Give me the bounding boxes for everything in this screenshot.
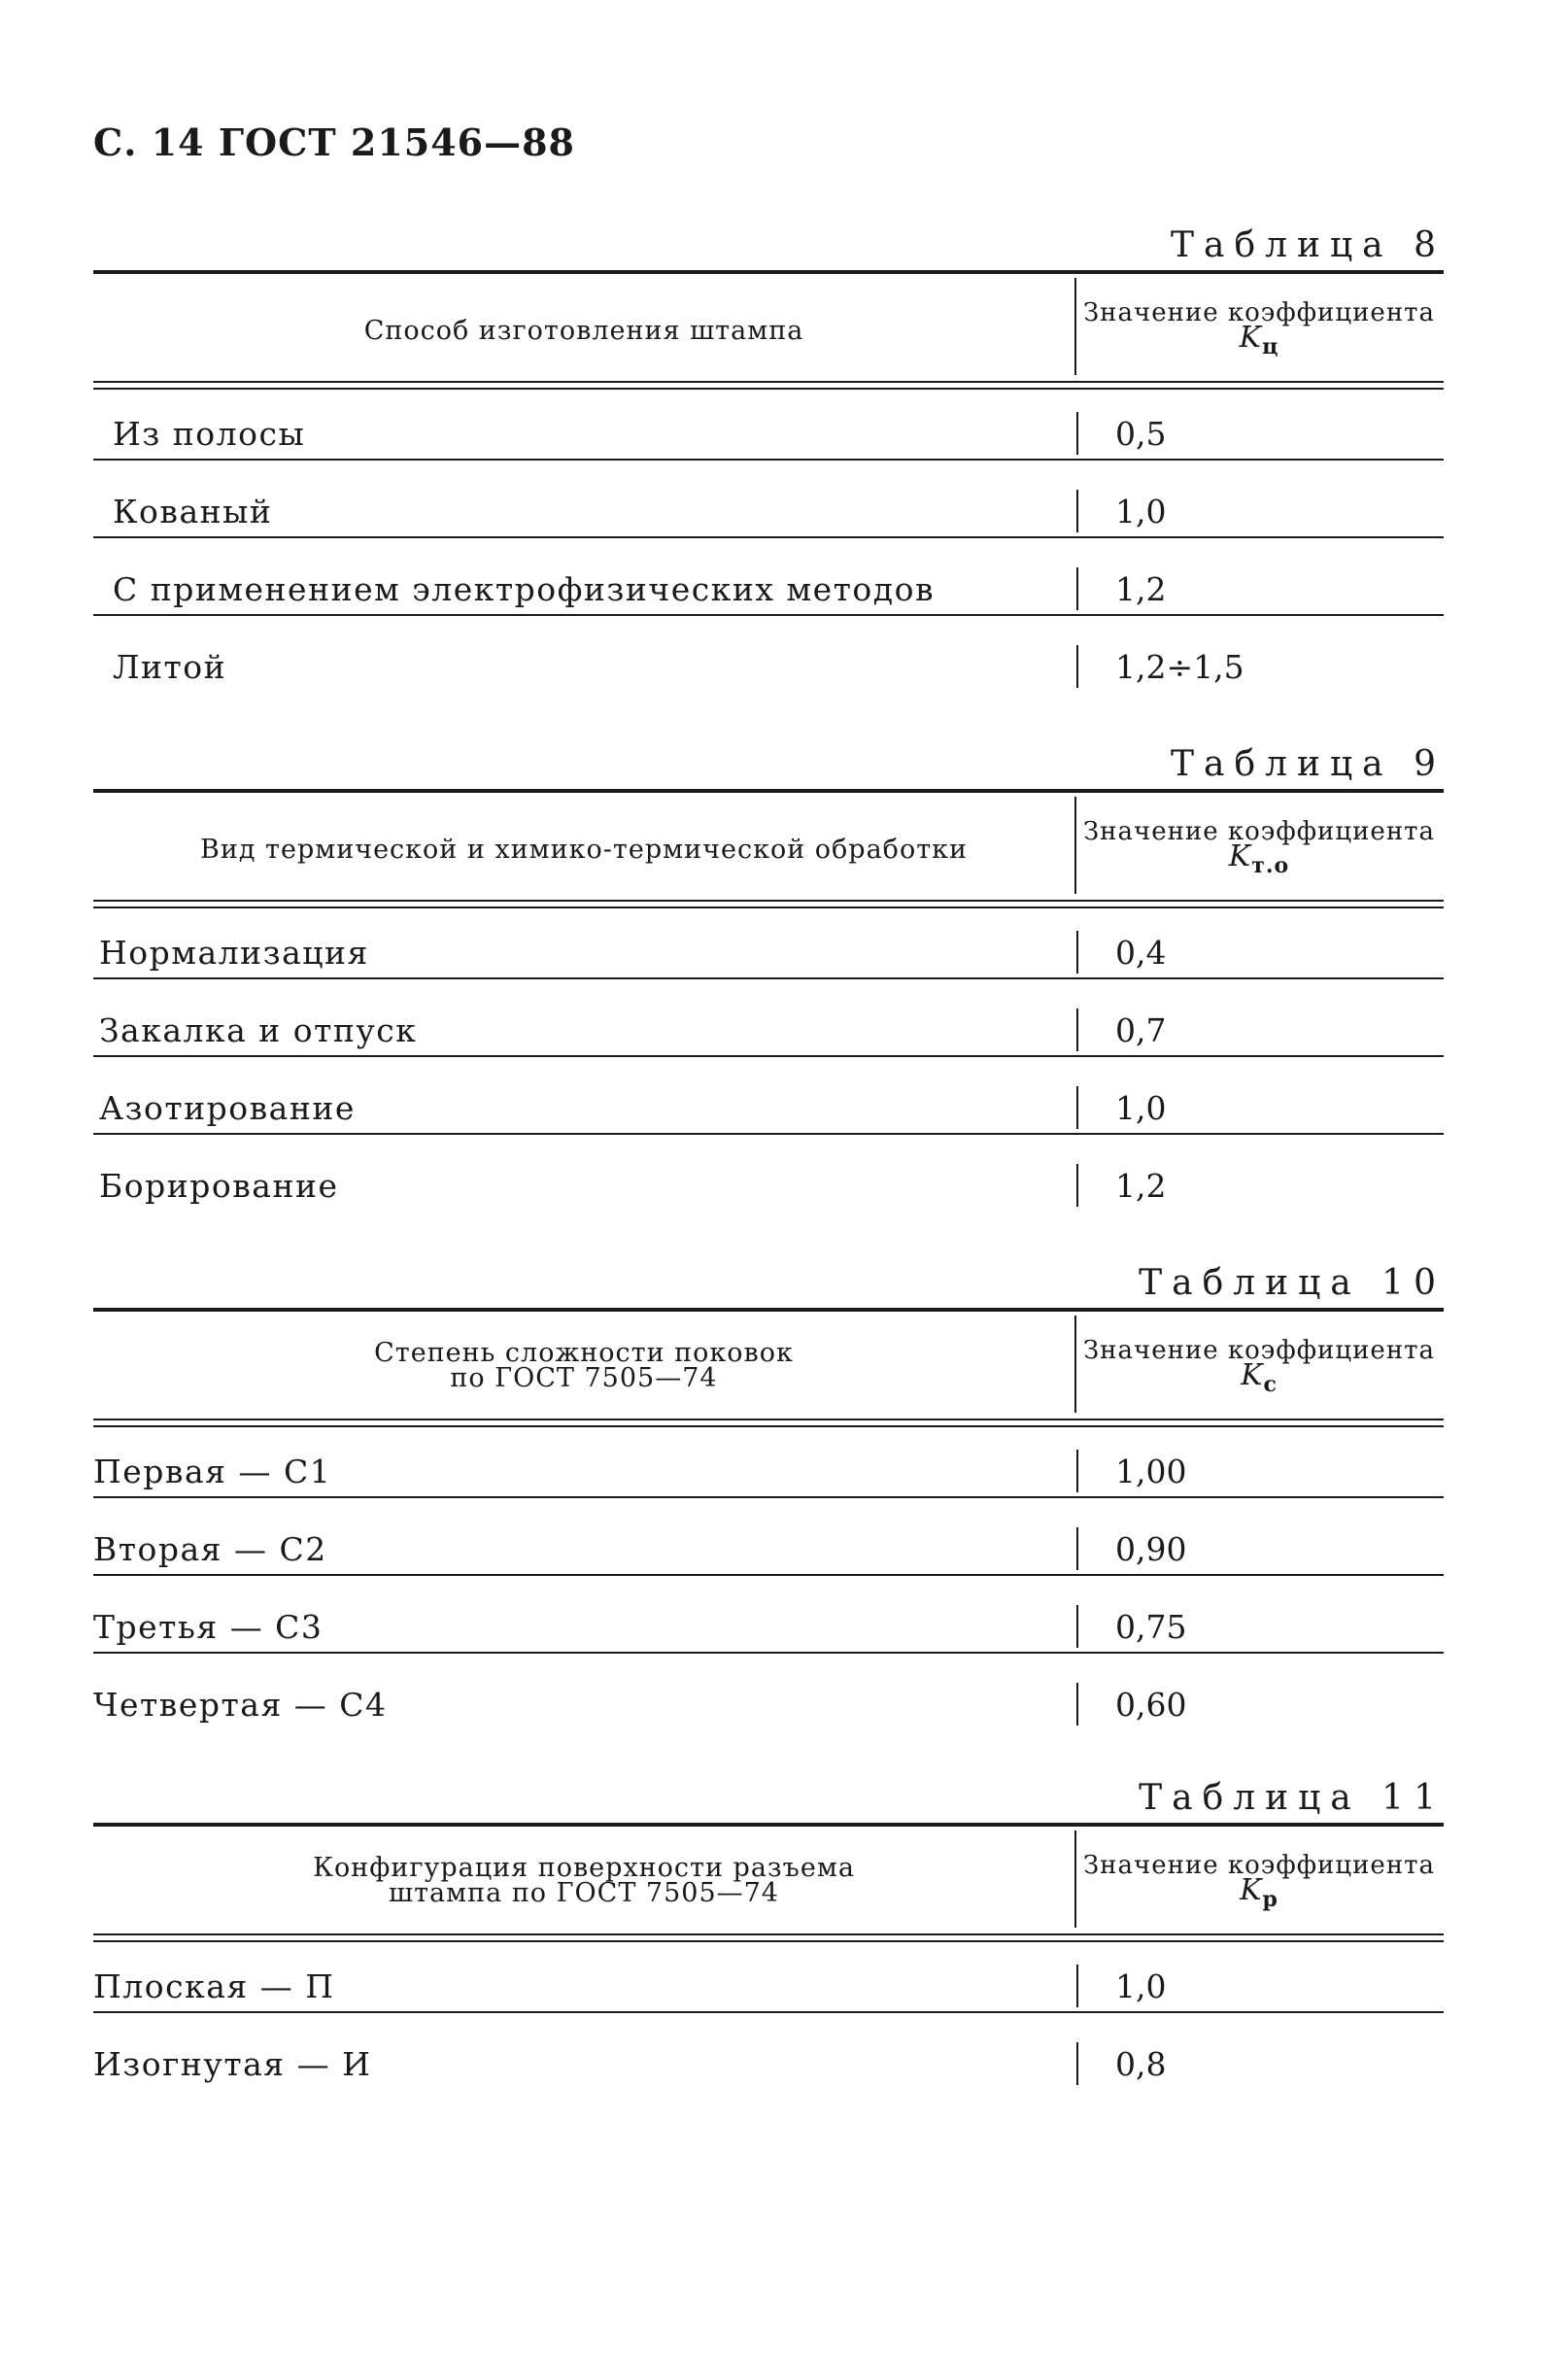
column-header-coefficient — [1074, 1336, 1444, 1397]
column-header-configuration — [93, 1853, 1074, 1908]
coefficient-symbol: $K_ц$ — [1239, 321, 1279, 359]
row-label: Литой — [113, 648, 227, 686]
coefficient-symbol: $K_{т.о}$ — [1228, 839, 1290, 878]
row-divider — [1076, 2042, 1078, 2085]
row-divider — [1076, 1164, 1078, 1207]
row-divider — [1076, 1009, 1078, 1051]
coefficient-label: Значение коэффициента — [1082, 1336, 1436, 1365]
table-top-rule — [93, 1308, 1444, 1312]
coefficient-symbol: $K_с$ — [1241, 1358, 1278, 1397]
header-line-1: Конфигурация поверхности разъема — [313, 1853, 855, 1883]
table-row — [93, 902, 1444, 979]
row-value: 0,60 — [1115, 1686, 1187, 1724]
row-value: 0,8 — [1115, 2045, 1167, 2083]
table-row — [93, 1935, 1444, 2013]
table-row — [93, 2013, 1444, 2091]
table-row — [93, 979, 1444, 1057]
table-top-rule — [93, 789, 1444, 793]
column-header-treatment: Вид термической и химико-термической обработки — [199, 835, 969, 865]
row-value: 1,2 — [1115, 570, 1167, 608]
row-label: Борирование — [99, 1167, 339, 1205]
table-row — [93, 1576, 1444, 1654]
coefficient-label: Значение коэффициента — [1082, 817, 1436, 846]
row-divider — [1076, 931, 1078, 974]
row-label: Плоская — П — [93, 1967, 335, 2005]
row-value: 0,90 — [1115, 1530, 1187, 1568]
row-value: 1,0 — [1115, 1089, 1167, 1127]
coefficient-label: Значение коэффициента — [1082, 1851, 1436, 1880]
row-divider — [1076, 1527, 1078, 1570]
row-label: Первая — С1 — [93, 1453, 332, 1490]
table-row — [93, 1135, 1444, 1213]
row-value: 1,2 — [1115, 1167, 1167, 1205]
row-divider — [1076, 1965, 1078, 2007]
column-header-coefficient — [1074, 1851, 1444, 1912]
row-value: 0,75 — [1115, 1608, 1187, 1646]
table-row — [93, 1420, 1444, 1498]
row-divider — [1076, 1605, 1078, 1648]
row-label: Третья — С3 — [93, 1608, 324, 1646]
row-value: 0,4 — [1115, 934, 1167, 972]
table-row — [93, 461, 1444, 538]
row-label: Азотирование — [99, 1089, 356, 1127]
table-top-rule — [93, 1823, 1444, 1827]
table-caption: Таблица 11 — [1139, 1778, 1446, 1818]
header-line-2: по ГОСТ 7505—74 — [450, 1363, 718, 1393]
column-header-method: Способ изготовления штампа — [363, 316, 804, 346]
row-label: Закалка и отпуск — [99, 1011, 418, 1049]
table-row — [93, 1498, 1444, 1576]
table-caption: Таблица 9 — [1171, 744, 1446, 784]
table-caption: Таблица 8 — [1171, 225, 1446, 265]
row-divider — [1076, 1086, 1078, 1129]
row-divider — [1076, 1450, 1078, 1492]
table-top-rule — [93, 270, 1444, 274]
column-header-coefficient — [1074, 298, 1444, 359]
row-label: Изогнутая — И — [93, 2045, 372, 2083]
row-divider — [1076, 412, 1078, 455]
row-divider — [1076, 645, 1078, 688]
coefficient-symbol: $K_р$ — [1240, 1873, 1278, 1912]
row-divider — [1076, 1683, 1078, 1726]
row-label: Кованый — [113, 493, 273, 530]
page-header: С. 14 ГОСТ 21546—88 — [93, 120, 575, 164]
table-row — [93, 538, 1444, 616]
row-label: Из полосы — [113, 415, 306, 453]
table-row — [93, 1057, 1444, 1135]
table-caption: Таблица 10 — [1139, 1263, 1446, 1303]
row-value: 0,7 — [1115, 1011, 1167, 1049]
row-value: 1,0 — [1115, 1967, 1167, 2005]
row-value: 1,00 — [1115, 1453, 1187, 1490]
table-row — [93, 1654, 1444, 1731]
row-divider — [1076, 490, 1078, 532]
header-line-1: Степень сложности поковок — [374, 1338, 794, 1368]
row-label: Нормализация — [99, 934, 369, 972]
column-header-coefficient — [1074, 817, 1444, 878]
coefficient-label: Значение коэффициента — [1082, 298, 1436, 327]
table-row — [93, 383, 1444, 461]
header-line-2: штампа по ГОСТ 7505—74 — [389, 1878, 779, 1908]
column-header-complexity — [93, 1338, 1074, 1393]
row-value: 0,5 — [1115, 415, 1167, 453]
row-divider — [1076, 567, 1078, 610]
row-label: С применением электрофизических методов — [113, 570, 936, 608]
table-row — [93, 616, 1444, 694]
row-value: 1,2÷1,5 — [1115, 648, 1244, 686]
row-value: 1,0 — [1115, 493, 1167, 530]
row-label: Четвертая — С4 — [93, 1686, 388, 1724]
row-label: Вторая — С2 — [93, 1530, 327, 1568]
